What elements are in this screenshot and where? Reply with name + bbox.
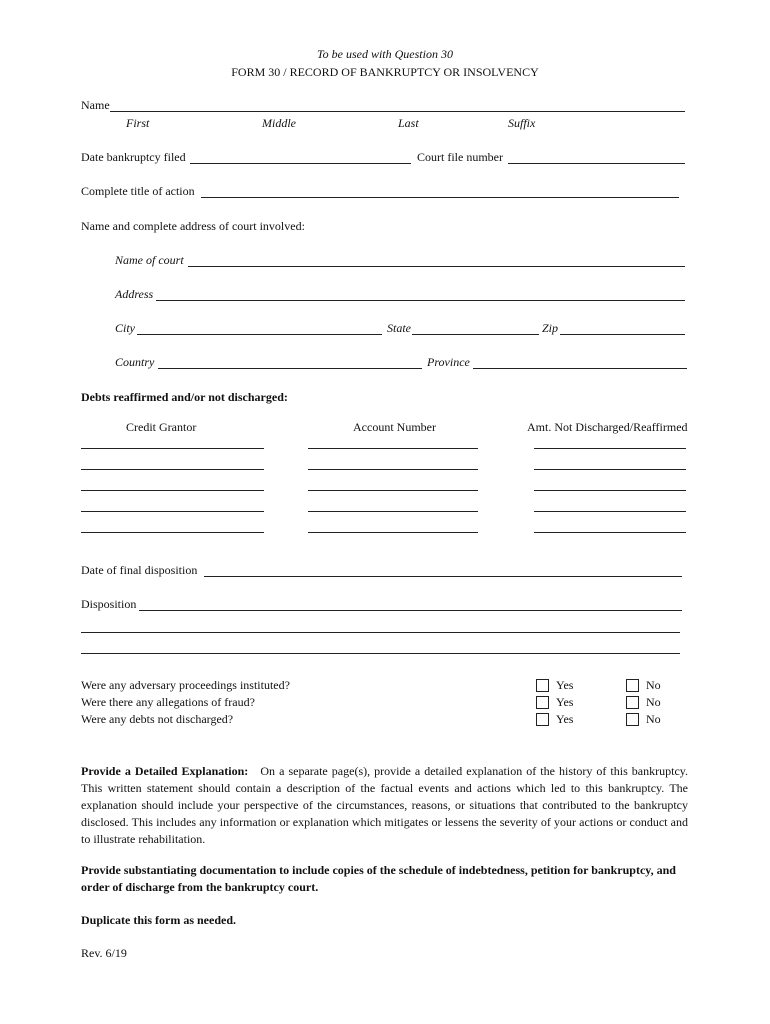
account-number-field[interactable] — [310, 476, 476, 490]
province-line — [473, 368, 687, 369]
country-field[interactable] — [160, 354, 419, 368]
action-title-line — [201, 197, 679, 198]
debts-heading: Debts reaffirmed and/or not discharged: — [81, 390, 288, 404]
not-discharged-yes-label: Yes — [556, 712, 574, 726]
court-name-field[interactable] — [190, 252, 682, 266]
question-adversary: Were any adversary proceedings instituted? — [81, 678, 290, 692]
country-line — [158, 368, 422, 369]
account-number-field[interactable] — [310, 497, 476, 511]
disposition-field-2[interactable] — [83, 618, 678, 632]
suffix-label: Suffix — [508, 116, 536, 130]
explanation-lead: Provide a Detailed Explanation: — [81, 764, 249, 778]
credit-grantor-field[interactable] — [83, 434, 262, 448]
credit-grantor-line — [81, 469, 264, 470]
not-discharged-yes-checkbox[interactable] — [536, 713, 549, 726]
court-name-label: Name of court — [115, 253, 184, 267]
question-not-discharged: Were any debts not discharged? — [81, 712, 234, 726]
name-line — [110, 111, 685, 112]
zip-line — [560, 334, 685, 335]
final-disposition-field[interactable] — [206, 562, 680, 576]
amount-field[interactable] — [536, 434, 684, 448]
court-heading: Name and complete address of court involved: — [81, 219, 305, 233]
final-disposition-line — [204, 576, 682, 577]
credit-grantor-field[interactable] — [83, 455, 262, 469]
state-field[interactable] — [414, 320, 536, 334]
disposition-line-1 — [139, 610, 682, 611]
amount-line — [534, 511, 686, 512]
action-title-label: Complete title of action — [81, 184, 195, 198]
account-number-field[interactable] — [310, 434, 476, 448]
fraud-no-checkbox[interactable] — [626, 696, 639, 709]
explanation-paragraph — [81, 763, 688, 848]
amount-field[interactable] — [536, 455, 684, 469]
credit-grantor-line — [81, 511, 264, 512]
court-file-field[interactable] — [510, 149, 682, 163]
address-line — [156, 300, 685, 301]
fraud-yes-checkbox[interactable] — [536, 696, 549, 709]
state-line — [412, 334, 539, 335]
disposition-field-1[interactable] — [141, 596, 679, 610]
name-field[interactable] — [112, 97, 682, 111]
middle-label: Middle — [262, 116, 296, 130]
account-number-line — [308, 532, 478, 533]
fraud-yes-label: Yes — [556, 695, 574, 709]
amount-line — [534, 448, 686, 449]
adversary-yes-checkbox[interactable] — [536, 679, 549, 692]
not-discharged-no-label: No — [646, 712, 661, 726]
fraud-no-label: No — [646, 695, 661, 709]
credit-grantor-line — [81, 532, 264, 533]
account-number-line — [308, 448, 478, 449]
credit-grantor-line — [81, 490, 264, 491]
question-fraud: Were there any allegations of fraud? — [81, 695, 255, 709]
city-label: City — [115, 321, 135, 335]
form-title: FORM 30 / RECORD OF BANKRUPTCY OR INSOLVENCY — [231, 65, 539, 79]
state-label: State — [387, 321, 411, 335]
adversary-no-label: No — [646, 678, 661, 692]
action-title-field[interactable] — [203, 183, 677, 197]
form-subtitle: To be used with Question 30 — [317, 47, 453, 61]
disposition-label: Disposition — [81, 597, 137, 611]
adversary-no-checkbox[interactable] — [626, 679, 639, 692]
date-filed-label: Date bankruptcy filed — [81, 150, 186, 164]
credit-grantor-field[interactable] — [83, 497, 262, 511]
court-file-line — [508, 163, 685, 164]
address-label: Address — [115, 287, 154, 301]
court-file-label: Court file number — [417, 150, 503, 164]
amount-field[interactable] — [536, 476, 684, 490]
account-number-line — [308, 511, 478, 512]
address-field[interactable] — [158, 286, 682, 300]
amount-field[interactable] — [536, 497, 684, 511]
disposition-line-2 — [81, 632, 680, 633]
revision-label: Rev. 6/19 — [81, 946, 127, 960]
country-label: Country — [115, 355, 155, 369]
account-number-line — [308, 490, 478, 491]
date-filed-line — [190, 163, 411, 164]
province-label: Province — [427, 355, 470, 369]
adversary-yes-label: Yes — [556, 678, 574, 692]
court-name-line — [188, 266, 685, 267]
name-label: Name — [81, 98, 110, 112]
city-line — [137, 334, 382, 335]
explanation-body: On a separate page(s), provide a detailed explanation of the history of this bankruptcy. This written statement should contain a description of the factual events and actions which led to this bankruptcy. The explanation should include your perspective of the circumstances, reasons, or situations that contributed to the bankruptcy disclosed. This includes any information or explanation which mitigates or lessens the severity of your actions or conduct and to illustrate rehabilitation. — [81, 764, 688, 846]
final-disposition-label: Date of final disposition — [81, 563, 198, 577]
amount-line — [534, 490, 686, 491]
first-label: First — [126, 116, 150, 130]
account-number-field[interactable] — [310, 455, 476, 469]
account-number-field[interactable] — [310, 518, 476, 532]
province-field[interactable] — [475, 354, 684, 368]
amount-line — [534, 469, 686, 470]
credit-grantor-field[interactable] — [83, 476, 262, 490]
credit-grantor-field[interactable] — [83, 518, 262, 532]
amount-line — [534, 532, 686, 533]
date-filed-field[interactable] — [192, 149, 408, 163]
duplicate-note: Duplicate this form as needed. — [81, 913, 236, 927]
account-number-line — [308, 469, 478, 470]
disposition-line-3 — [81, 653, 680, 654]
not-discharged-no-checkbox[interactable] — [626, 713, 639, 726]
column-amount: Amt. Not Discharged/Reaffirmed — [527, 420, 688, 434]
disposition-field-3[interactable] — [83, 639, 678, 653]
column-credit-grantor: Credit Grantor — [126, 420, 197, 434]
city-field[interactable] — [139, 320, 379, 334]
zip-field[interactable] — [562, 320, 682, 334]
credit-grantor-line — [81, 448, 264, 449]
zip-label: Zip — [542, 321, 559, 335]
column-account-number: Account Number — [353, 420, 436, 434]
documentation-note: Provide substantiating documentation to include copies of the schedule of indebtedness, petition for bankruptcy, and order of discharge from the bankruptcy court. — [81, 863, 676, 894]
last-label: Last — [398, 116, 419, 130]
amount-field[interactable] — [536, 518, 684, 532]
